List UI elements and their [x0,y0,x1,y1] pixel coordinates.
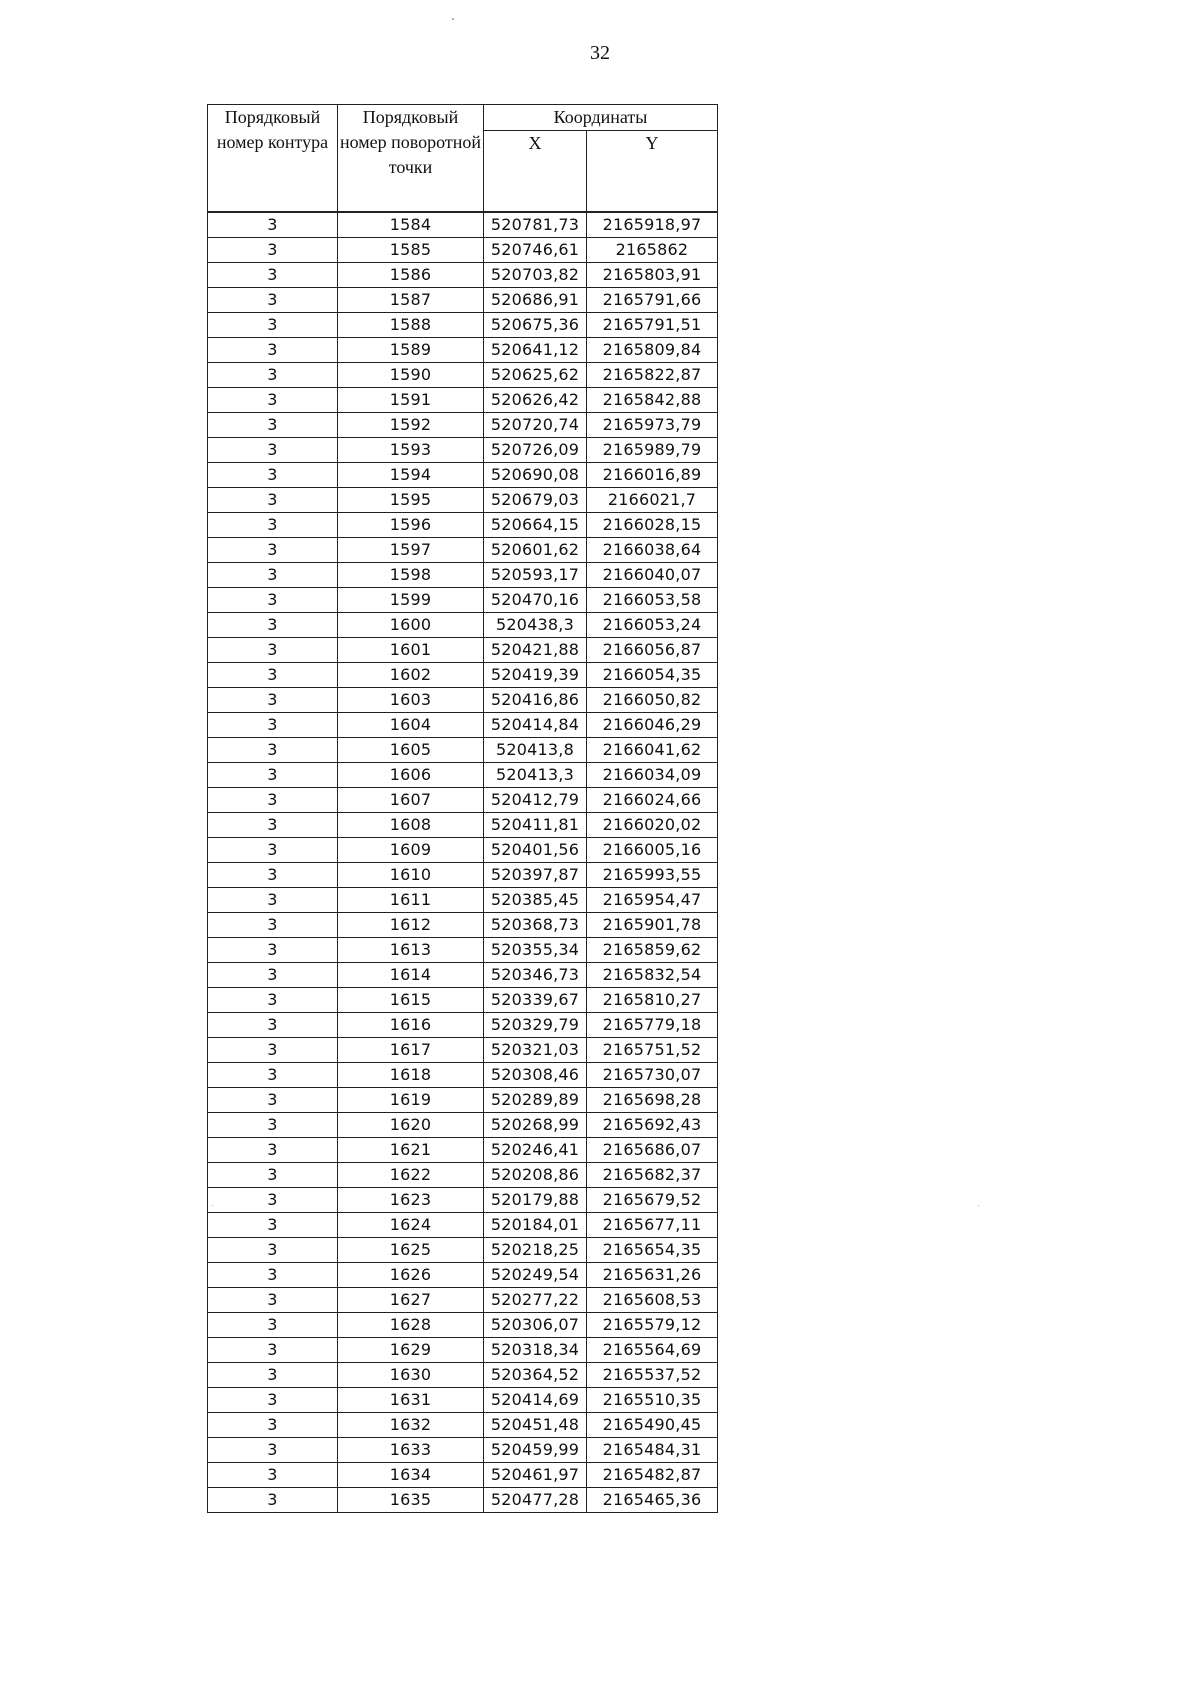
table-row [208,638,718,663]
cell-x: 520459,99 [484,1438,587,1463]
cell-point-number: 1622 [338,1163,484,1188]
cell-point-number: 1608 [338,813,484,838]
cell-y: 2165954,47 [587,888,718,913]
cell-x: 520690,08 [484,463,587,488]
cell-y: 2165564,69 [587,1338,718,1363]
cell-x: 520625,62 [484,363,587,388]
cell-y: 2165484,31 [587,1438,718,1463]
cell-point-number: 1594 [338,463,484,488]
cell-contour-number: 3 [208,913,338,938]
cell-point-number: 1603 [338,688,484,713]
table-row [208,238,718,263]
cell-y: 2165862 [587,238,718,263]
cell-point-number: 1617 [338,1038,484,1063]
cell-point-number: 1605 [338,738,484,763]
cell-contour-number: 3 [208,263,338,288]
cell-x: 520179,88 [484,1188,587,1213]
cell-contour-number: 3 [208,1063,338,1088]
cell-y: 2165679,52 [587,1188,718,1213]
cell-contour-number: 3 [208,1463,338,1488]
cell-x: 520346,73 [484,963,587,988]
cell-y: 2165989,79 [587,438,718,463]
cell-point-number: 1601 [338,638,484,663]
cell-point-number: 1625 [338,1238,484,1263]
cell-x: 520184,01 [484,1213,587,1238]
table-row [208,1188,718,1213]
table-row [208,663,718,688]
cell-contour-number: 3 [208,238,338,263]
table-row [208,1438,718,1463]
cell-y: 2166046,29 [587,713,718,738]
table-row [208,563,718,588]
table-row [208,913,718,938]
table-row [208,288,718,313]
table-row [208,588,718,613]
cell-x: 520268,99 [484,1113,587,1138]
cell-contour-number: 3 [208,1288,338,1313]
cell-point-number: 1616 [338,1013,484,1038]
cell-y: 2166040,07 [587,563,718,588]
cell-x: 520414,84 [484,713,587,738]
cell-contour-number: 3 [208,1213,338,1238]
cell-point-number: 1621 [338,1138,484,1163]
cell-x: 520306,07 [484,1313,587,1338]
cell-contour-number: 3 [208,513,338,538]
cell-y: 2165918,97 [587,212,718,238]
table-row [208,1263,718,1288]
cell-point-number: 1599 [338,588,484,613]
cell-point-number: 1619 [338,1088,484,1113]
cell-contour-number: 3 [208,638,338,663]
cell-x: 520218,25 [484,1238,587,1263]
table-row [208,1038,718,1063]
table-row [208,1338,718,1363]
cell-x: 520601,62 [484,538,587,563]
cell-point-number: 1598 [338,563,484,588]
cell-point-number: 1623 [338,1188,484,1213]
cell-contour-number: 3 [208,863,338,888]
cell-x: 520641,12 [484,338,587,363]
cell-contour-number: 3 [208,1363,338,1388]
cell-point-number: 1635 [338,1488,484,1513]
cell-y: 2166041,62 [587,738,718,763]
cell-y: 2166054,35 [587,663,718,688]
cell-y: 2165901,78 [587,913,718,938]
header-x: X [484,131,587,213]
table-row [208,513,718,538]
cell-y: 2166053,24 [587,613,718,638]
cell-x: 520781,73 [484,212,587,238]
cell-x: 520413,3 [484,763,587,788]
cell-y: 2165677,11 [587,1213,718,1238]
table-row [208,788,718,813]
cell-point-number: 1604 [338,713,484,738]
table-row [208,1463,718,1488]
cell-contour-number: 3 [208,888,338,913]
cell-y: 2165482,87 [587,1463,718,1488]
cell-y: 2165579,12 [587,1313,718,1338]
cell-x: 520470,16 [484,588,587,613]
table-row [208,888,718,913]
cell-y: 2166053,58 [587,588,718,613]
cell-x: 520401,56 [484,838,587,863]
table-row [208,1213,718,1238]
table-row [208,413,718,438]
cell-contour-number: 3 [208,588,338,613]
cell-point-number: 1610 [338,863,484,888]
cell-contour-number: 3 [208,1163,338,1188]
cell-contour-number: 3 [208,313,338,338]
cell-point-number: 1595 [338,488,484,513]
cell-x: 520208,86 [484,1163,587,1188]
table-row [208,1363,718,1388]
cell-x: 520412,79 [484,788,587,813]
cell-contour-number: 3 [208,563,338,588]
cell-y: 2165751,52 [587,1038,718,1063]
cell-point-number: 1614 [338,963,484,988]
table-row [208,963,718,988]
cell-point-number: 1602 [338,663,484,688]
table-row [208,813,718,838]
cell-contour-number: 3 [208,538,338,563]
cell-contour-number: 3 [208,1438,338,1463]
cell-contour-number: 3 [208,1313,338,1338]
cell-point-number: 1585 [338,238,484,263]
cell-x: 520318,34 [484,1338,587,1363]
cell-y: 2165654,35 [587,1238,718,1263]
table-row [208,1238,718,1263]
cell-x: 520675,36 [484,313,587,338]
cell-x: 520289,89 [484,1088,587,1113]
cell-point-number: 1586 [338,263,484,288]
cell-y: 2166034,09 [587,763,718,788]
table-row [208,938,718,963]
cell-contour-number: 3 [208,1038,338,1063]
cell-point-number: 1584 [338,212,484,238]
cell-point-number: 1613 [338,938,484,963]
table-row [208,988,718,1013]
cell-contour-number: 3 [208,1013,338,1038]
coordinates-table [207,104,718,1513]
cell-contour-number: 3 [208,1088,338,1113]
cell-x: 520364,52 [484,1363,587,1388]
table-row [208,438,718,463]
cell-x: 520720,74 [484,413,587,438]
cell-x: 520416,86 [484,688,587,713]
table-row [208,1413,718,1438]
cell-y: 2165779,18 [587,1013,718,1038]
cell-y: 2166005,16 [587,838,718,863]
cell-x: 520414,69 [484,1388,587,1413]
cell-contour-number: 3 [208,988,338,1013]
table-row [208,1063,718,1088]
cell-point-number: 1609 [338,838,484,863]
cell-contour-number: 3 [208,1263,338,1288]
cell-y: 2165842,88 [587,388,718,413]
cell-contour-number: 3 [208,813,338,838]
cell-y: 2165791,51 [587,313,718,338]
cell-contour-number: 3 [208,288,338,313]
cell-point-number: 1592 [338,413,484,438]
cell-y: 2165510,35 [587,1388,718,1413]
cell-point-number: 1606 [338,763,484,788]
table-row [208,1488,718,1513]
cell-x: 520321,03 [484,1038,587,1063]
cell-x: 520421,88 [484,638,587,663]
table-row [208,613,718,638]
cell-contour-number: 3 [208,838,338,863]
header-point-number: Порядковый номер поворотной точки [338,105,484,213]
cell-y: 2165859,62 [587,938,718,963]
table-row [208,1013,718,1038]
cell-x: 520438,3 [484,613,587,638]
cell-point-number: 1624 [338,1213,484,1238]
cell-x: 520593,17 [484,563,587,588]
cell-point-number: 1629 [338,1338,484,1363]
cell-y: 2165698,28 [587,1088,718,1113]
cell-x: 520726,09 [484,438,587,463]
cell-y: 2165682,37 [587,1163,718,1188]
cell-x: 520703,82 [484,263,587,288]
cell-point-number: 1628 [338,1313,484,1338]
cell-contour-number: 3 [208,438,338,463]
scan-speck [978,1205,979,1206]
cell-y: 2165490,45 [587,1413,718,1438]
cell-x: 520686,91 [484,288,587,313]
table-row [208,863,718,888]
cell-point-number: 1634 [338,1463,484,1488]
table-row [208,388,718,413]
table-header [208,105,718,213]
header-y: Y [587,131,718,213]
cell-contour-number: 3 [208,1413,338,1438]
cell-contour-number: 3 [208,1388,338,1413]
cell-x: 520368,73 [484,913,587,938]
cell-point-number: 1615 [338,988,484,1013]
cell-x: 520411,81 [484,813,587,838]
cell-contour-number: 3 [208,1338,338,1363]
cell-contour-number: 3 [208,1238,338,1263]
cell-contour-number: 3 [208,212,338,238]
table-row [208,1113,718,1138]
cell-x: 520419,39 [484,663,587,688]
cell-x: 520355,34 [484,938,587,963]
table-row [208,1388,718,1413]
cell-point-number: 1633 [338,1438,484,1463]
cell-y: 2166021,7 [587,488,718,513]
cell-x: 520308,46 [484,1063,587,1088]
scan-speck [452,18,454,20]
cell-point-number: 1607 [338,788,484,813]
cell-x: 520246,41 [484,1138,587,1163]
cell-y: 2165730,07 [587,1063,718,1088]
cell-point-number: 1589 [338,338,484,363]
cell-x: 520413,8 [484,738,587,763]
cell-contour-number: 3 [208,1113,338,1138]
cell-x: 520626,42 [484,388,587,413]
cell-x: 520477,28 [484,1488,587,1513]
cell-y: 2165822,87 [587,363,718,388]
cell-point-number: 1620 [338,1113,484,1138]
cell-contour-number: 3 [208,463,338,488]
table-row [208,1163,718,1188]
cell-point-number: 1593 [338,438,484,463]
cell-y: 2165465,36 [587,1488,718,1513]
cell-point-number: 1618 [338,1063,484,1088]
table-row [208,538,718,563]
cell-contour-number: 3 [208,713,338,738]
table-row [208,1313,718,1338]
cell-point-number: 1631 [338,1388,484,1413]
cell-y: 2166020,02 [587,813,718,838]
cell-point-number: 1588 [338,313,484,338]
cell-x: 520329,79 [484,1013,587,1038]
cell-x: 520664,15 [484,513,587,538]
cell-y: 2166016,89 [587,463,718,488]
cell-x: 520451,48 [484,1413,587,1438]
cell-contour-number: 3 [208,1488,338,1513]
cell-point-number: 1627 [338,1288,484,1313]
cell-x: 520339,67 [484,988,587,1013]
table-row [208,212,718,238]
cell-y: 2166038,64 [587,538,718,563]
cell-contour-number: 3 [208,388,338,413]
cell-contour-number: 3 [208,613,338,638]
cell-y: 2165692,43 [587,1113,718,1138]
table-row [208,488,718,513]
cell-x: 520249,54 [484,1263,587,1288]
cell-y: 2165973,79 [587,413,718,438]
table-row [208,463,718,488]
cell-point-number: 1591 [338,388,484,413]
cell-contour-number: 3 [208,688,338,713]
table-row [208,1138,718,1163]
page-number: 32 [590,42,610,64]
cell-y: 2165608,53 [587,1288,718,1313]
cell-y: 2165803,91 [587,263,718,288]
cell-y: 2165791,66 [587,288,718,313]
cell-contour-number: 3 [208,1188,338,1213]
cell-y: 2165809,84 [587,338,718,363]
cell-x: 520397,87 [484,863,587,888]
cell-y: 2165537,52 [587,1363,718,1388]
cell-contour-number: 3 [208,488,338,513]
cell-y: 2165832,54 [587,963,718,988]
table-row [208,1088,718,1113]
cell-point-number: 1600 [338,613,484,638]
table-row [208,363,718,388]
table-row [208,713,718,738]
cell-contour-number: 3 [208,413,338,438]
cell-x: 520277,22 [484,1288,587,1313]
cell-contour-number: 3 [208,663,338,688]
table-row [208,313,718,338]
cell-x: 520385,45 [484,888,587,913]
header-contour-number: Порядковый номер контура [208,105,338,213]
cell-point-number: 1596 [338,513,484,538]
table-row [208,688,718,713]
table-row [208,763,718,788]
table-row [208,838,718,863]
cell-point-number: 1590 [338,363,484,388]
cell-point-number: 1632 [338,1413,484,1438]
cell-contour-number: 3 [208,738,338,763]
cell-contour-number: 3 [208,788,338,813]
cell-contour-number: 3 [208,1138,338,1163]
cell-x: 520746,61 [484,238,587,263]
cell-point-number: 1597 [338,538,484,563]
table-row [208,263,718,288]
cell-point-number: 1626 [338,1263,484,1288]
table-body [208,212,718,1513]
cell-y: 2166028,15 [587,513,718,538]
cell-y: 2165810,27 [587,988,718,1013]
cell-x: 520461,97 [484,1463,587,1488]
cell-contour-number: 3 [208,363,338,388]
table-row [208,738,718,763]
table-row [208,338,718,363]
cell-y: 2165686,07 [587,1138,718,1163]
cell-y: 2165631,26 [587,1263,718,1288]
cell-y: 2166024,66 [587,788,718,813]
cell-contour-number: 3 [208,338,338,363]
cell-point-number: 1612 [338,913,484,938]
cell-contour-number: 3 [208,963,338,988]
cell-contour-number: 3 [208,763,338,788]
cell-point-number: 1611 [338,888,484,913]
cell-y: 2165993,55 [587,863,718,888]
cell-contour-number: 3 [208,938,338,963]
cell-x: 520679,03 [484,488,587,513]
cell-y: 2166050,82 [587,688,718,713]
cell-point-number: 1587 [338,288,484,313]
cell-y: 2166056,87 [587,638,718,663]
cell-point-number: 1630 [338,1363,484,1388]
table-row [208,1288,718,1313]
header-coordinates: Координаты [484,105,718,131]
